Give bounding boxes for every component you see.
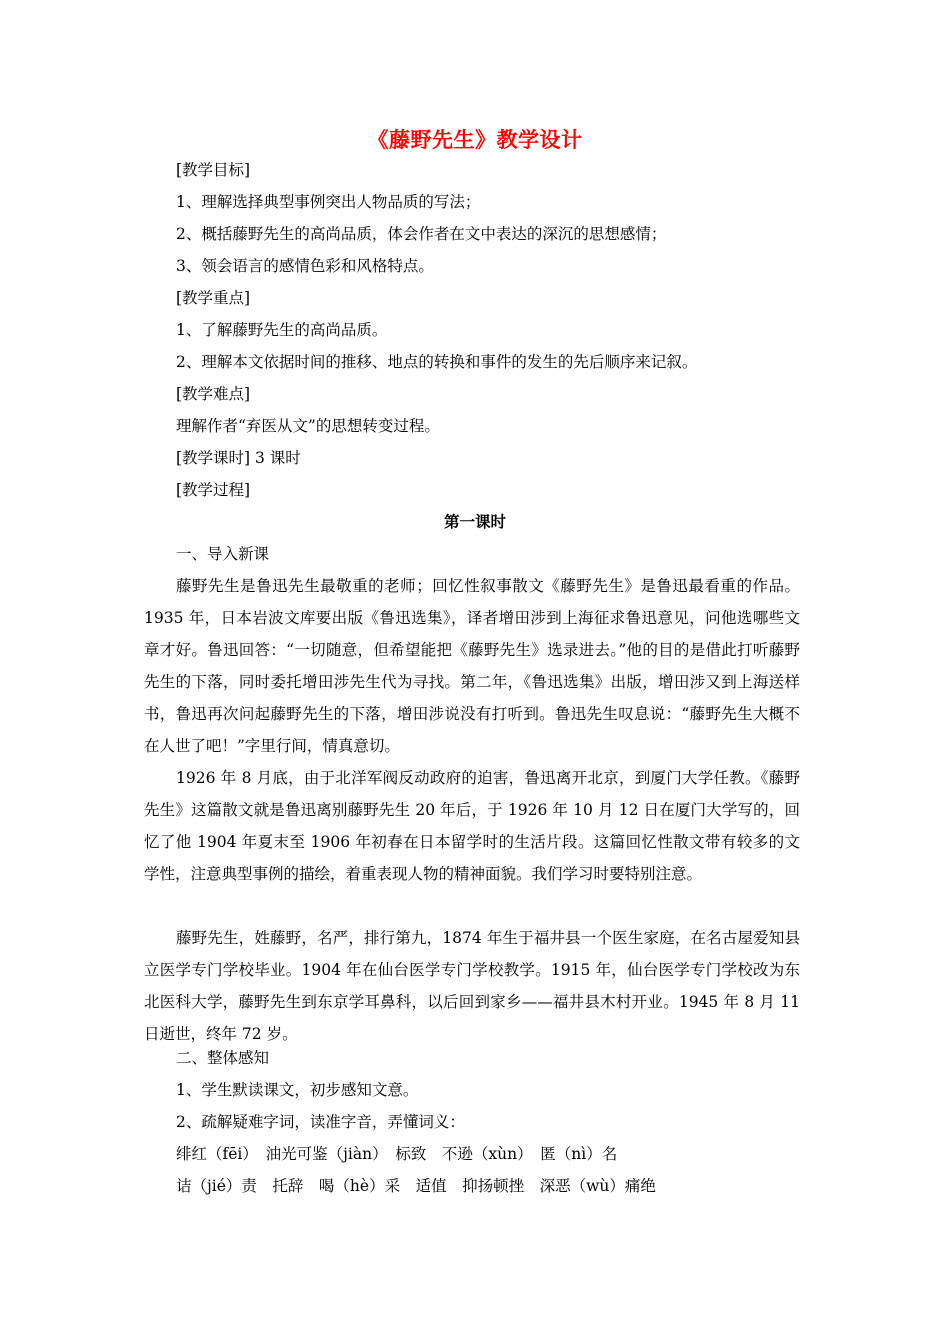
objective-item: 1、理解选择典型事例突出人物品质的写法； <box>176 193 481 211</box>
process-heading: [教学过程] <box>176 481 251 499</box>
key-points-heading: [教学重点] <box>176 289 251 307</box>
key-point-item: 2、理解本文依据时间的推移、地点的转换和事件的发生的先后顺序来记叙。 <box>176 353 698 371</box>
difficulties-heading: [教学难点] <box>176 385 251 403</box>
lesson-title: 第一课时 <box>443 512 506 531</box>
body-paragraph: 藤野先生，姓藤野，名严，排行第九，1874 年生于福井县一个医生家庭，在名古屋爱知县立医学专门学校毕业。1904 年在仙台医学专门学校教学。1915 年，仙台医学专门学校改为东北医科大学，藤野先生到东京学耳鼻科，以后回到家乡——福井县木村开业。1945 年 8 月 11 日逝世，终年 72 岁。 <box>144 929 800 1043</box>
body-paragraph: 藤野先生是鲁迅先生最敬重的老师；回忆性叙事散文《藤野先生》是鲁迅最看重的作品。1935 年，日本岩波文库要出版《鲁迅选集》，译者增田涉到上海征求鲁迅意见，问他选哪些文章才好。鲁迅回答：“一切随意，但希望能把《藤野先生》选录进去。”他的目的是借此打听藤野先生的下落，同时委托增田涉先生代为寻找。第二年，《鲁迅选集》出版，增田涉又到上海送样书，鲁迅再次问起藤野先生的下落，增田涉说没有打听到。鲁迅先生叹息说：“藤野先生大概不在人世了吧！”字里行间，情真意切。 <box>144 577 800 755</box>
body-paragraph: 1926 年 8 月底，由于北洋军阀反动政府的迫害，鲁迅离开北京，到厦门大学任教。《藤野先生》这篇散文就是鲁迅离别藤野先生 20 年后，于 1926 年 10 月 12 日在厦门大学写的，回忆了他 1904 年夏末至 1906 年初春在日本留学时的生活片段。这篇回忆性散文带有较多的文学性，注意典型事例的描绘，着重表现人物的精神面貌。我们学习时要特别注意。 <box>144 769 800 883</box>
vocab-line: 诘（jié）责 托辞 喝（hè）采 适值 抑扬顿挫 深恶（wù）痛绝 <box>176 1177 656 1195</box>
key-point-item: 1、了解藤野先生的高尚品质。 <box>176 321 388 339</box>
objective-item: 3、领会语言的感情色彩和风格特点。 <box>176 257 434 275</box>
section-heading: 二、整体感知 <box>176 1049 270 1067</box>
objectives-heading: [教学目标] <box>176 161 251 179</box>
section-item: 2、疏解疑难字词，读准字音，弄懂词义： <box>176 1113 465 1131</box>
vocab-line: 绯红（fēi） 油光可鉴（jiàn） 标致 不逊（xùn） 匿（nì）名 <box>176 1145 618 1163</box>
objective-item: 2、概括藤野先生的高尚品质，体会作者在文中表达的深沉的思想感情； <box>176 225 667 243</box>
difficulty-text: 理解作者“弃医从文”的思想转变过程。 <box>176 417 440 435</box>
section-item: 1、学生默读课文，初步感知文意。 <box>176 1081 419 1099</box>
section-heading: 一、导入新课 <box>176 545 270 563</box>
document-title: 《藤野先生》教学设计 <box>367 127 583 152</box>
hours-line: [教学课时] 3 课时 <box>176 449 301 467</box>
